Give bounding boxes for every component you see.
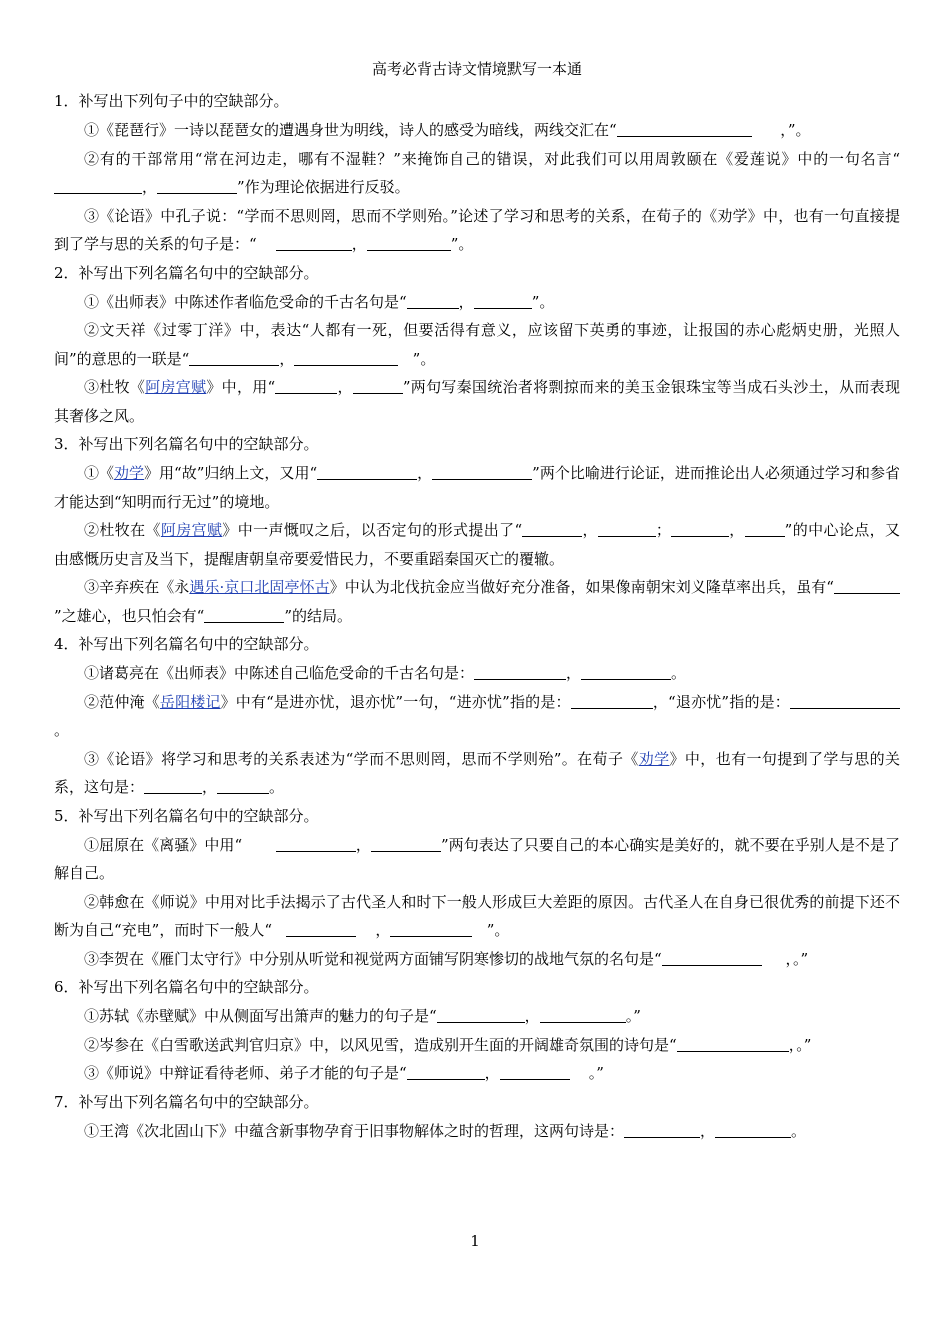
answer-blank[interactable] [276, 836, 356, 852]
q5-item-2: ②韩愈在《师说》中用对比手法揭示了古代圣人和时下一般人形成巨大差距的原因。古代圣人在自身已很优秀的前提下还不断为自己“充电”，而时下一般人“ ， ”。 [54, 892, 900, 939]
q2-item-2: ②文天祥《过零丁洋》中，表达“人都有一死，但要活得有意义，应该留下英勇的事迹，让报国的赤心彪炳史册，光照人间”的意思的一联是“ ， ”。 [54, 321, 900, 368]
page-number: 1 [470, 1232, 480, 1250]
q6-item-2: ②岑参在《白雪歌送武判官归京》中，以风见雪，造成别开生面的开阔雄奇氛围的诗句是“ ，。” [84, 1035, 812, 1054]
q2-item-1: ①《出师表》中陈述作者临危受命的千古名句是“ ， ”。 [84, 292, 555, 311]
q5-item-1: ①屈原在《离骚》中用“ ， ”两句表达了只要自己的本心确实是美好的，就不要在乎别人是不是了解自己。 [54, 835, 900, 882]
question-1-heading: 1．补写出下列句子中的空缺部分。 [54, 92, 289, 110]
question-5-heading: 5．补写出下列名篇名句中的空缺部分。 [54, 806, 319, 825]
link-yongyule[interactable]: 遇乐·京口北固亭怀古 [189, 578, 330, 596]
q3-item-3: ③辛弃疾在《永遇乐·京口北固亭怀古》中认为北伐抗金应当做好充分准备，如果像南朝宋刘义隆草率出兵，虽有“”之雄心，也只怕会有“ ”的结局。 [54, 573, 900, 630]
q4-item-1: ①诸葛亮在《出师表》中陈述自己临危受命的千古名句是： ， 。 [84, 664, 687, 682]
q3-item-2: ②杜牧在《阿房宫赋》中一声慨叹之后，以否定句的形式提出了“ ， ； ， ”的中心论点，又由感慨历史言及当下，提醒唐朝皇帝要爱惜民力，不要重蹈秦国灭亡的覆辙。 [54, 521, 900, 568]
question-2-heading: 2．补写出下列名篇名句中的空缺部分。 [54, 263, 319, 282]
answer-blank[interactable] [522, 521, 582, 537]
answer-blank[interactable] [677, 1036, 789, 1052]
answer-blank[interactable] [286, 921, 356, 937]
q4-item-2: ②范仲淹《岳阳楼记》中有“是进亦忧，退亦忧”一句，“进亦忧”指的是： ，“退亦忧”指的是：。 [54, 688, 900, 745]
answer-blank[interactable] [500, 1064, 570, 1080]
question-7-heading: 7．补写出下列名篇名句中的空缺部分。 [54, 1092, 319, 1111]
answer-blank[interactable] [671, 521, 729, 537]
answer-blank[interactable] [294, 350, 398, 366]
answer-blank[interactable] [624, 1122, 700, 1138]
answer-blank[interactable] [790, 693, 900, 709]
link-quanxue[interactable]: 劝学 [114, 464, 145, 482]
page-title: 高考必背古诗文情境默写一本通 [371, 60, 582, 78]
link-afanggongfu[interactable]: 阿房宫赋 [145, 378, 207, 396]
answer-blank[interactable] [437, 1007, 525, 1023]
link-yueyanglouji[interactable]: 岳阳楼记 [159, 692, 221, 711]
answer-blank[interactable] [276, 235, 352, 251]
answer-blank[interactable] [617, 121, 752, 137]
answer-blank[interactable] [390, 921, 472, 937]
answer-blank[interactable] [54, 178, 142, 194]
q7-item-1: ①王湾《次北固山下》中蕴含新事物孕育于旧事物解体之时的哲理，这两句诗是： ， 。 [84, 1121, 807, 1140]
answer-blank[interactable] [662, 950, 762, 966]
q1-item-3: ③《论语》中孔子说：“学而不思则罔，思而不学则殆。”论述了学习和思考的关系，在荀子的《劝学》中，也有一句直接提到了学与思的关系的句子是：“ ， ”。 [54, 206, 900, 253]
link-afanggongfu[interactable]: 阿房宫赋 [160, 521, 223, 539]
answer-blank[interactable] [407, 1064, 485, 1080]
answer-blank[interactable] [715, 1122, 791, 1138]
question-6-heading: 6．补写出下列名篇名句中的空缺部分。 [54, 978, 319, 996]
answer-blank[interactable] [581, 664, 671, 680]
answer-blank[interactable] [189, 350, 279, 366]
answer-blank[interactable] [317, 464, 417, 480]
answer-blank[interactable] [834, 578, 900, 594]
link-quanxue[interactable]: 劝学 [638, 749, 670, 768]
q2-item-3: ③杜牧《阿房宫赋》中，用“ ， ”两句写秦国统治者将剽掠而来的美玉金银珠宝等当成石头沙土，从而表现其奢侈之风。 [54, 378, 900, 425]
question-4-heading: 4．补写出下列名篇名句中的空缺部分。 [54, 635, 319, 653]
answer-blank[interactable] [204, 607, 284, 623]
answer-blank[interactable] [571, 693, 653, 709]
answer-blank[interactable] [144, 778, 202, 794]
answer-blank[interactable] [157, 178, 237, 194]
answer-blank[interactable] [275, 378, 337, 394]
q4-item-3: ③《论语》将学习和思考的关系表述为“学而不思则罔，思而不学则殆”。在荀子《劝学》中，也有一句提到了学与思的关系，这句是： ， 。 [54, 749, 900, 796]
q5-item-3: ③李贺在《雁门太守行》中分别从听觉和视觉两方面铺写阴寒惨切的战地气氛的名句是“ ，。” [84, 949, 809, 968]
answer-blank[interactable] [371, 836, 441, 852]
q3-item-1: ①《劝学》用“故”归纳上文，又用“ ， ”两个比喻进行论证，进而推论出人必须通过学习和参省才能达到“知明而行无过”的境地。 [54, 464, 900, 511]
question-3-heading: 3．补写出下列名篇名句中的空缺部分。 [54, 435, 319, 453]
q6-item-1: ①苏轼《赤壁赋》中从侧面写出箫声的魅力的句子是“ ， 。” [84, 1007, 641, 1025]
q1-item-1: ①《琵琶行》一诗以琵琶女的遭遇身世为明线，诗人的感受为暗线，两线交汇在“ ，”。 [84, 121, 811, 139]
answer-blank[interactable] [474, 664, 566, 680]
document-page [54, 58, 900, 1145]
answer-blank[interactable] [407, 293, 459, 309]
answer-blank[interactable] [540, 1007, 626, 1023]
answer-blank[interactable] [432, 464, 532, 480]
answer-blank[interactable] [598, 521, 656, 537]
q1-item-2: ②有的干部常用“常在河边走，哪有不湿鞋？”来掩饰自己的错误，对此我们可以用周敦颐在《爱莲说》中的一句名言“， ”作为理论依据进行反驳。 [54, 145, 900, 202]
answer-blank[interactable] [474, 293, 532, 309]
answer-blank[interactable] [745, 521, 785, 537]
q6-item-3: ③《师说》中辩证看待老师、弟子才能的句子是“ ， 。” [84, 1064, 604, 1082]
answer-blank[interactable] [353, 378, 403, 394]
answer-blank[interactable] [367, 235, 451, 251]
answer-blank[interactable] [217, 778, 269, 794]
